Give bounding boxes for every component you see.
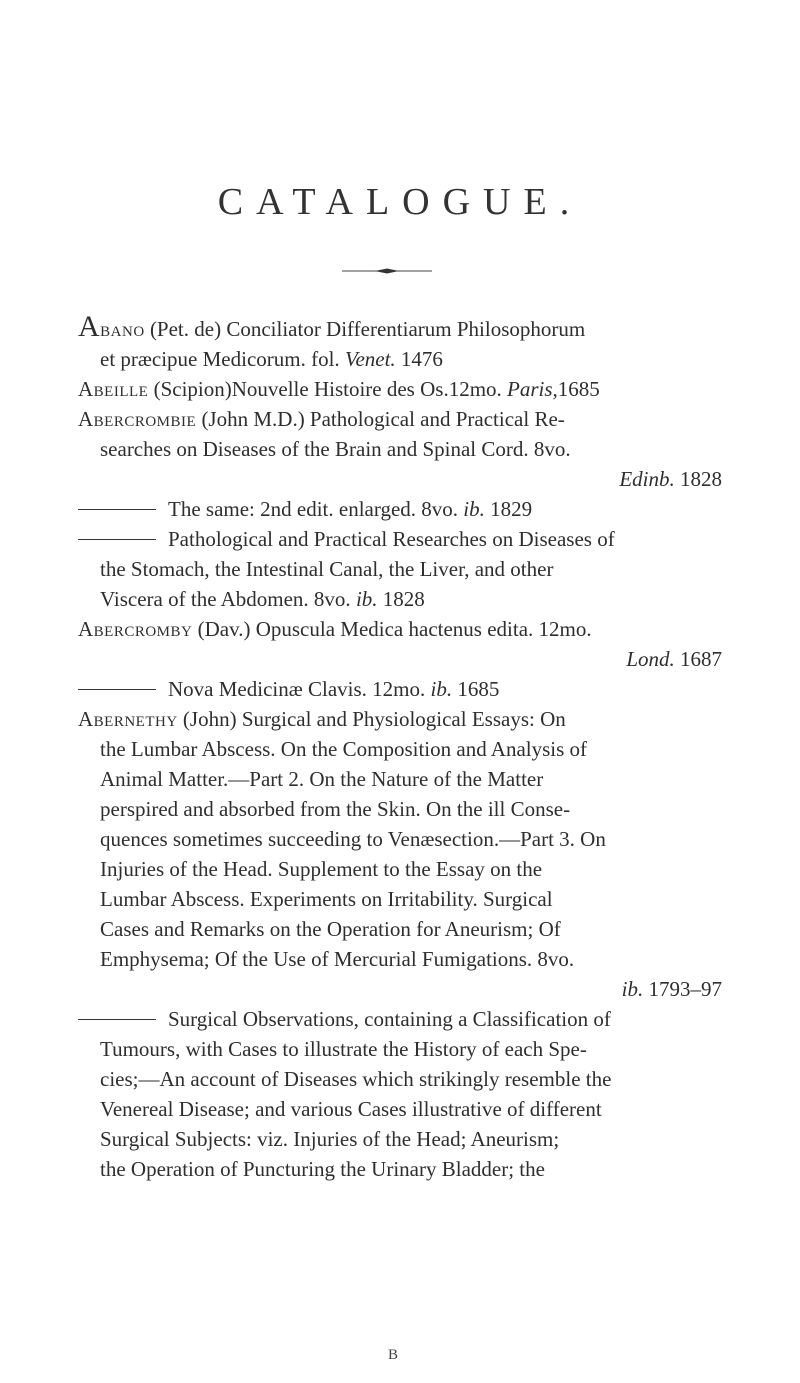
entry-text: Emphysema; Of the Use of Mercurial Fumigations. 8vo.	[100, 947, 575, 971]
entry-text: Venereal Disease; and various Cases illustrative of different	[100, 1097, 602, 1121]
ornament-rule	[342, 266, 432, 276]
entry-text: Animal Matter.—Part 2. On the Nature of the Matter	[100, 767, 544, 791]
entry-author: Abano	[78, 310, 145, 343]
entry-imprint: Paris,1685	[507, 377, 600, 401]
ditto-dash	[78, 1019, 156, 1020]
entry-imprint: Edinb. 1828	[619, 467, 722, 491]
entry-imprint: ib. 1828	[355, 587, 425, 611]
entry-text: Viscera of the Abdomen. 8vo.	[100, 587, 351, 611]
entry-author: Abeille	[78, 377, 149, 401]
page-title: CATALOGUE.	[217, 181, 583, 223]
entry-abernethy-surgical-observations	[78, 1004, 722, 1184]
entry-imprint: ib. 1793–97	[621, 977, 722, 1001]
entry-text: the Lumbar Abscess. On the Composition and Analysis of	[100, 737, 588, 761]
entry-text: Surgical Subjects: viz. Injuries of the Head; Aneurism;	[100, 1127, 560, 1151]
entry-author: Abercromby	[78, 617, 193, 641]
entry-author: Abernethy	[78, 707, 178, 731]
entry-text: The same: 2nd edit. enlarged. 8vo.	[168, 497, 459, 521]
entry-text: the Operation of Puncturing the Urinary Bladder; the	[100, 1157, 545, 1181]
entry-text: Surgical Observations, containing a Classification of	[168, 1007, 611, 1031]
entry-abernethy	[78, 704, 722, 1004]
catalogue-entries	[78, 310, 722, 1184]
entry-text: (John M.D.) Pathological and Practical Re-	[201, 407, 565, 431]
entry-text: (Scipion)Nouvelle Histoire des Os.12mo.	[153, 377, 502, 401]
entry-author: Abercrombie	[78, 407, 197, 431]
entry-text: (Dav.) Opuscula Medica hactenus edita. 12mo.	[197, 617, 592, 641]
entry-text: the Stomach, the Intestinal Canal, the Liver, and other	[100, 557, 554, 581]
entry-text: quences sometimes succeeding to Venæsection.—Part 3. On	[100, 827, 606, 851]
entry-text: Nova Medicinæ Clavis. 12mo.	[168, 677, 426, 701]
entry-abano	[78, 310, 722, 374]
entry-text: et præcipue Medicorum. fol.	[100, 347, 340, 371]
entry-imprint: Venet. 1476	[344, 347, 443, 371]
entry-imprint: Lond. 1687	[626, 647, 722, 671]
entry-abercromby	[78, 614, 722, 674]
entry-text: Injuries of the Head. Supplement to the Essay on the	[100, 857, 543, 881]
entry-text: (Pet. de) Conciliator Differentiarum Philosophorum	[149, 317, 586, 341]
entry-text: (John) Surgical and Physiological Essays: On	[182, 707, 566, 731]
entry-imprint: ib. 1829	[463, 497, 533, 521]
entry-text: perspired and absorbed from the Skin. On the ill Conse-	[100, 797, 571, 821]
entry-abercromby-clavis	[78, 674, 722, 704]
entry-text: searches on Diseases of the Brain and Spinal Cord. 8vo.	[100, 437, 571, 461]
entry-abeille	[78, 374, 722, 404]
ditto-dash	[78, 539, 156, 540]
ditto-dash	[78, 689, 156, 690]
entry-imprint: ib. 1685	[430, 677, 500, 701]
entry-text: Tumours, with Cases to illustrate the History of each Spe-	[100, 1037, 587, 1061]
entry-text: Lumbar Abscess. Experiments on Irritability. Surgical	[100, 887, 553, 911]
entry-abercrombie	[78, 404, 722, 494]
entry-text: Cases and Remarks on the Operation for Aneurism; Of	[100, 917, 561, 941]
signature-mark: B	[388, 1347, 399, 1363]
entry-text: Pathological and Practical Researches on Diseases of	[168, 527, 615, 551]
ditto-dash	[78, 509, 156, 510]
entry-abercrombie-stomach	[78, 524, 722, 614]
entry-abercrombie-2nd-edit	[78, 494, 722, 524]
entry-text: cies;—An account of Diseases which strikingly resemble the	[100, 1067, 612, 1091]
